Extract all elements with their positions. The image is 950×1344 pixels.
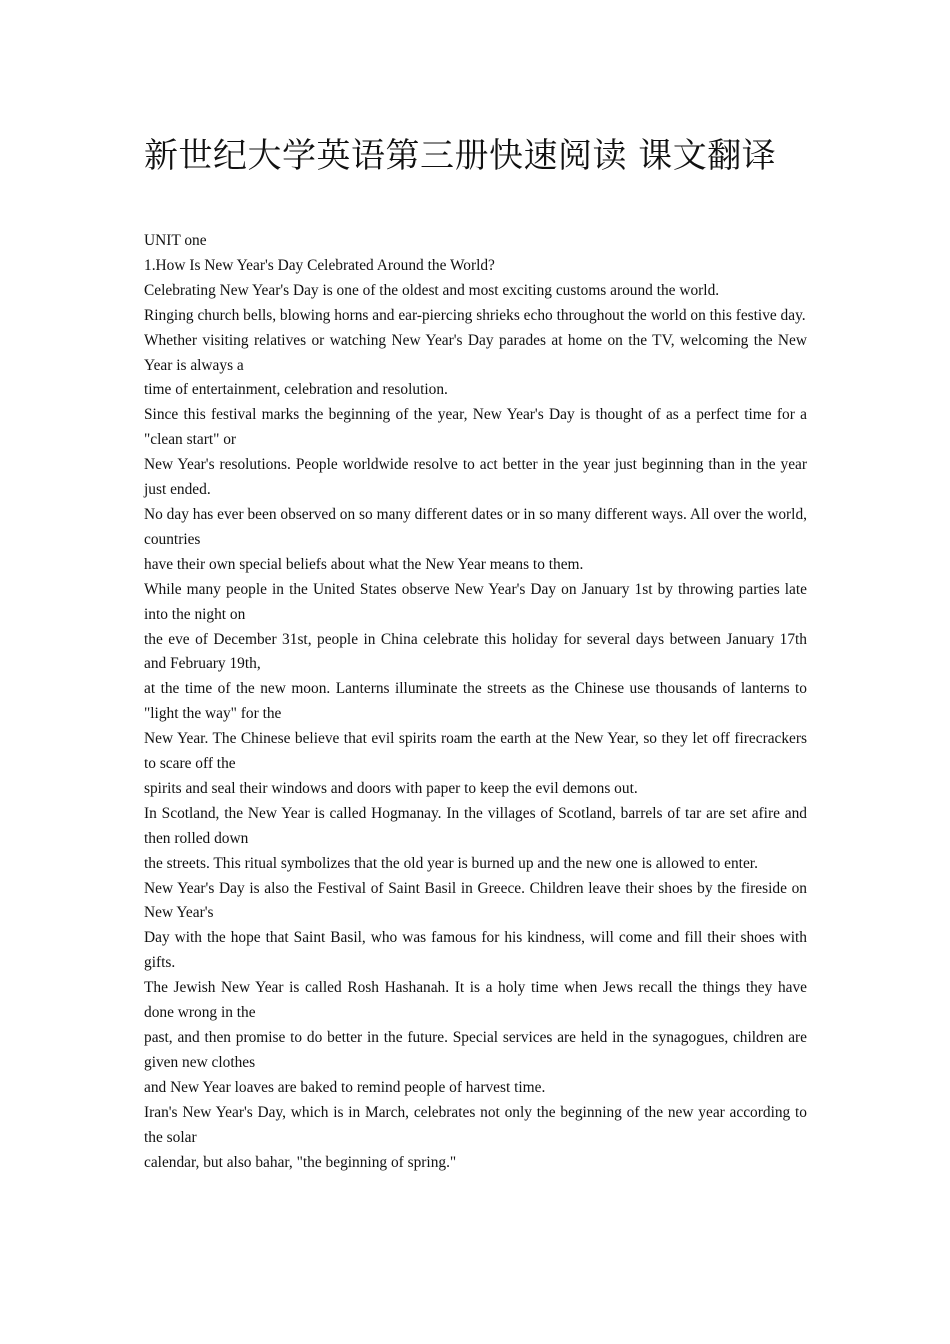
text-line: past, and then promise to do better in the future. Special services are held in the synagogues, children are given new clothes	[144, 1029, 807, 1071]
text-line: have their own special beliefs about what the New Year means to them.	[144, 555, 584, 573]
text-line: No day has ever been observed on so many different dates or in so many different ways. All over the world, countries	[144, 505, 807, 548]
text-line: Ringing church bells, blowing horns and ear-piercing shrieks echo throughout the world on this festive day.	[144, 306, 806, 324]
text-line: New Year. The Chinese believe that evil spirits roam the earth at the New Year, so they let off firecrackers to scare off the	[144, 730, 807, 773]
text-line: calendar, but also bahar, "the beginning of spring."	[144, 1153, 457, 1171]
text-line: New Year's resolutions. People worldwide resolve to act better in the year just beginning than in the year just ended.	[144, 456, 807, 499]
article-heading: 1.How Is New Year's Day Celebrated Around the World?	[144, 256, 495, 274]
text-line: Iran's New Year's Day, which is in March, celebrates not only the beginning of the new year according to the solar	[144, 1103, 807, 1146]
text-line: While many people in the United States observe New Year's Day on January 1st by throwing parties late into the night on	[144, 580, 807, 623]
text-line: Whether visiting relatives or watching New Year's Day parades at home on the TV, welcoming the New Year is always a	[144, 331, 807, 374]
text-line: Since this festival marks the beginning of the year, New Year's Day is thought of as a perfect time for a "clean start" or	[144, 406, 807, 449]
text-line: at the time of the new moon. Lanterns illuminate the streets as the Chinese use thousands of lanterns to "light the way" for the	[144, 680, 807, 723]
text-line: In Scotland, the New Year is called Hogmanay. In the villages of Scotland, barrels of tar are set afire and then rolled down	[144, 804, 807, 847]
text-line: time of entertainment, celebration and resolution.	[144, 381, 448, 399]
text-line: spirits and seal their windows and doors with paper to keep the evil demons out.	[144, 779, 638, 797]
document-body	[144, 229, 807, 1175]
text-line: the streets. This ritual symbolizes that the old year is burned up and the new one is allowed to enter.	[144, 854, 758, 872]
document-title: 新世纪大学英语第三册快速阅读 课文翻译	[144, 136, 777, 176]
text-line: The Jewish New Year is called Rosh Hashanah. It is a holy time when Jews recall the things they have done wrong in the	[144, 979, 807, 1022]
text-line: New Year's Day is also the Festival of Saint Basil in Greece. Children leave their shoes by the fireside on New Year's	[144, 879, 807, 922]
text-line: and New Year loaves are baked to remind people of harvest time.	[144, 1078, 546, 1096]
text-line: Day with the hope that Saint Basil, who was famous for his kindness, will come and fill their shoes with gifts.	[144, 929, 807, 972]
text-line: the eve of December 31st, people in China celebrate this holiday for several days between January 17th and February 19th,	[144, 630, 807, 673]
text-line: Celebrating New Year's Day is one of the oldest and most exciting customs around the world.	[144, 281, 720, 299]
unit-heading: UNIT one	[144, 232, 207, 249]
